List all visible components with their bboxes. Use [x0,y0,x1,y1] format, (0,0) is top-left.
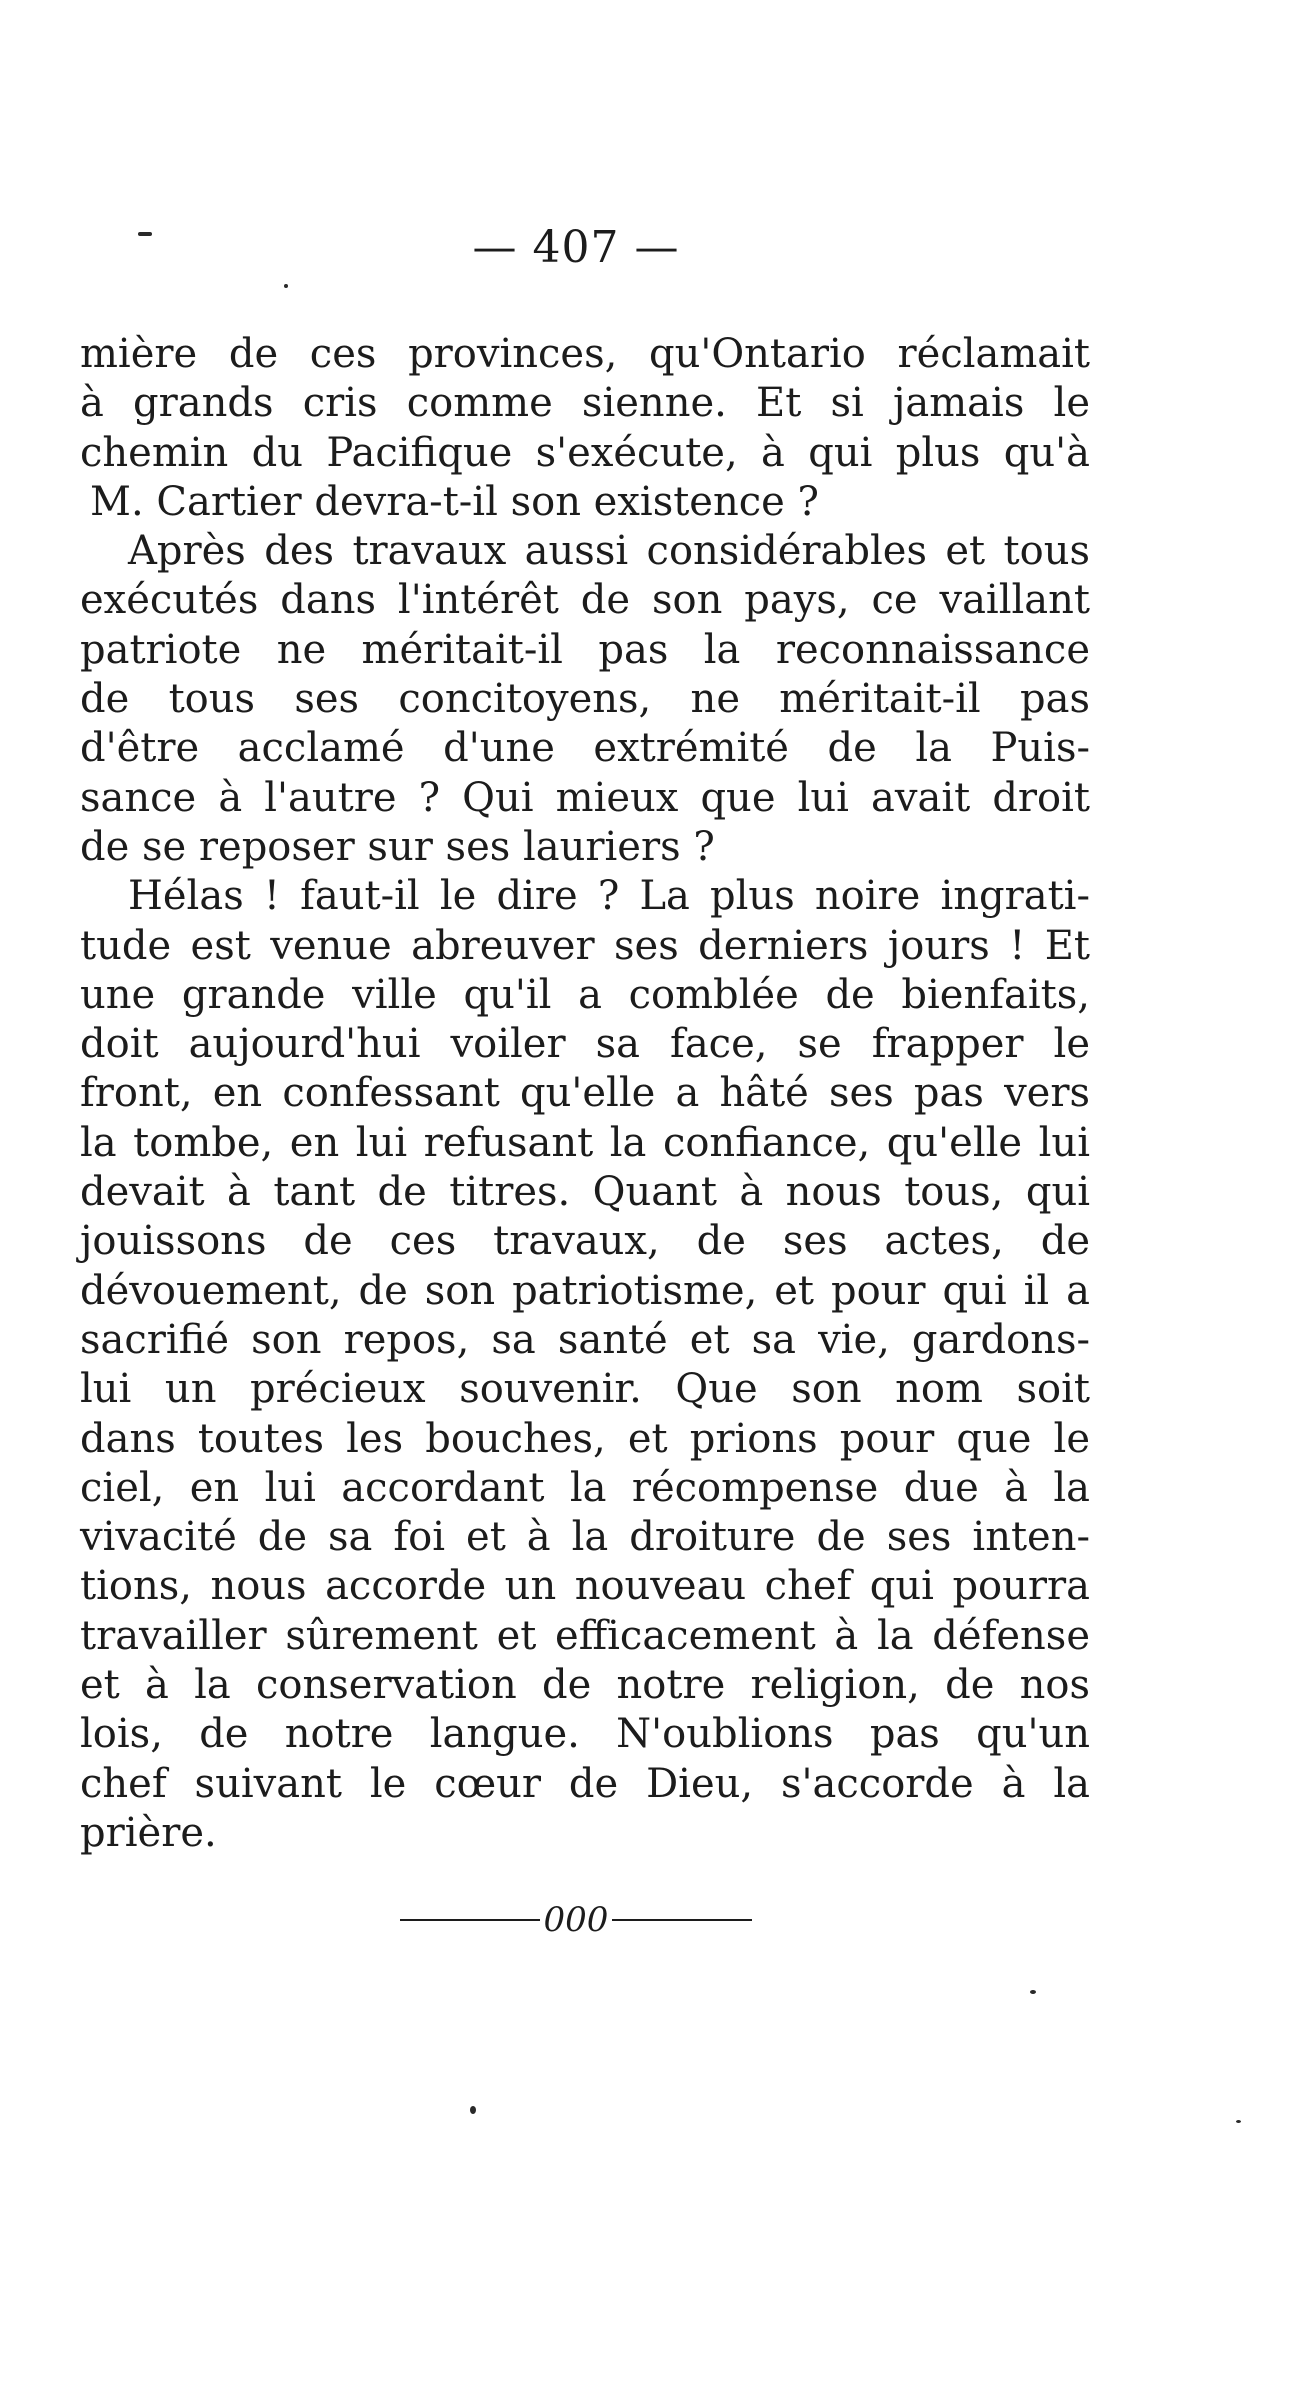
section-end-ornament [0,1898,1232,1940]
text-line: de tous ses concitoyens, ne méritait-il pas [80,676,1090,723]
text-line: dans toutes les bouches, et prions pour que le [80,1415,1090,1462]
text-line: et à la conservation de notre religion, de nos [80,1662,1090,1709]
print-speck [284,284,288,288]
text-line: front, en confessant qu'elle a hâté ses pas vers [80,1070,1090,1117]
print-speck [138,232,152,236]
text-line: de se reposer sur ses lauriers ? [80,823,715,870]
ornament-rule-right [612,1919,752,1921]
text-line: tions, nous accorde un nouveau chef qui pourra [80,1563,1090,1610]
page-number: — 407 — [472,222,680,273]
text-line: lois, de notre langue. N'oublions pas qu'un [80,1711,1090,1758]
text-line: patriote ne méritait-il pas la reconnaissance [80,626,1090,673]
text-line: M. Cartier devra-t-il son existence ? [90,478,819,525]
text-line: jouissons de ces travaux, de ses actes, de [80,1218,1090,1265]
text-line: travailler sûrement et efficacement à la défense [80,1612,1090,1659]
text-line: la tombe, en lui refusant la confiance, qu'elle lui [80,1119,1090,1166]
text-line: Après des travaux aussi considérables et tous [128,528,1090,575]
text-line: une grande ville qu'il a comblée de bienfaits, [80,971,1090,1018]
text-line: tude est venue abreuver ses derniers jours ! Et [80,922,1090,969]
text-line: lui un précieux souvenir. Que son nom soit [80,1366,1090,1413]
text-line: sacrifié son repos, sa santé et sa vie, gardons- [80,1316,1090,1363]
text-line: d'être acclamé d'une extrémité de la Puis- [80,725,1090,772]
text-line: chemin du Pacifique s'exécute, à qui plus qu'à [80,429,1090,476]
text-line: dévouement, de son patriotisme, et pour qui il a [80,1267,1090,1314]
text-line: devait à tant de titres. Quant à nous tous, qui [80,1169,1090,1216]
text-line: exécutés dans l'intérêt de son pays, ce vaillant [80,577,1090,624]
text-line: Hélas ! faut-il le dire ? La plus noire ingrati- [128,873,1090,920]
text-line: ciel, en lui accordant la récompense due à la [80,1464,1090,1511]
print-speck [1236,2120,1241,2123]
ornament-mark: 000 [543,1900,609,1940]
text-line: prière. [80,1809,217,1856]
print-speck [470,2106,476,2114]
text-line: sance à l'autre ? Qui mieux que lui avait droit [80,774,1090,821]
text-line: chef suivant le cœur de Dieu, s'accorde à la [80,1760,1090,1807]
text-line: à grands cris comme sienne. Et si jamais le [80,380,1090,427]
ornament-rule-left [400,1919,540,1921]
text-line: mière de ces provinces, qu'Ontario réclamait [80,331,1090,377]
print-speck [1030,1990,1036,1994]
body-text [80,330,1090,1858]
text-line: doit aujourd'hui voiler sa face, se frapper le [80,1021,1090,1068]
text-line: vivacité de sa foi et à la droiture de ses inten- [80,1514,1090,1561]
